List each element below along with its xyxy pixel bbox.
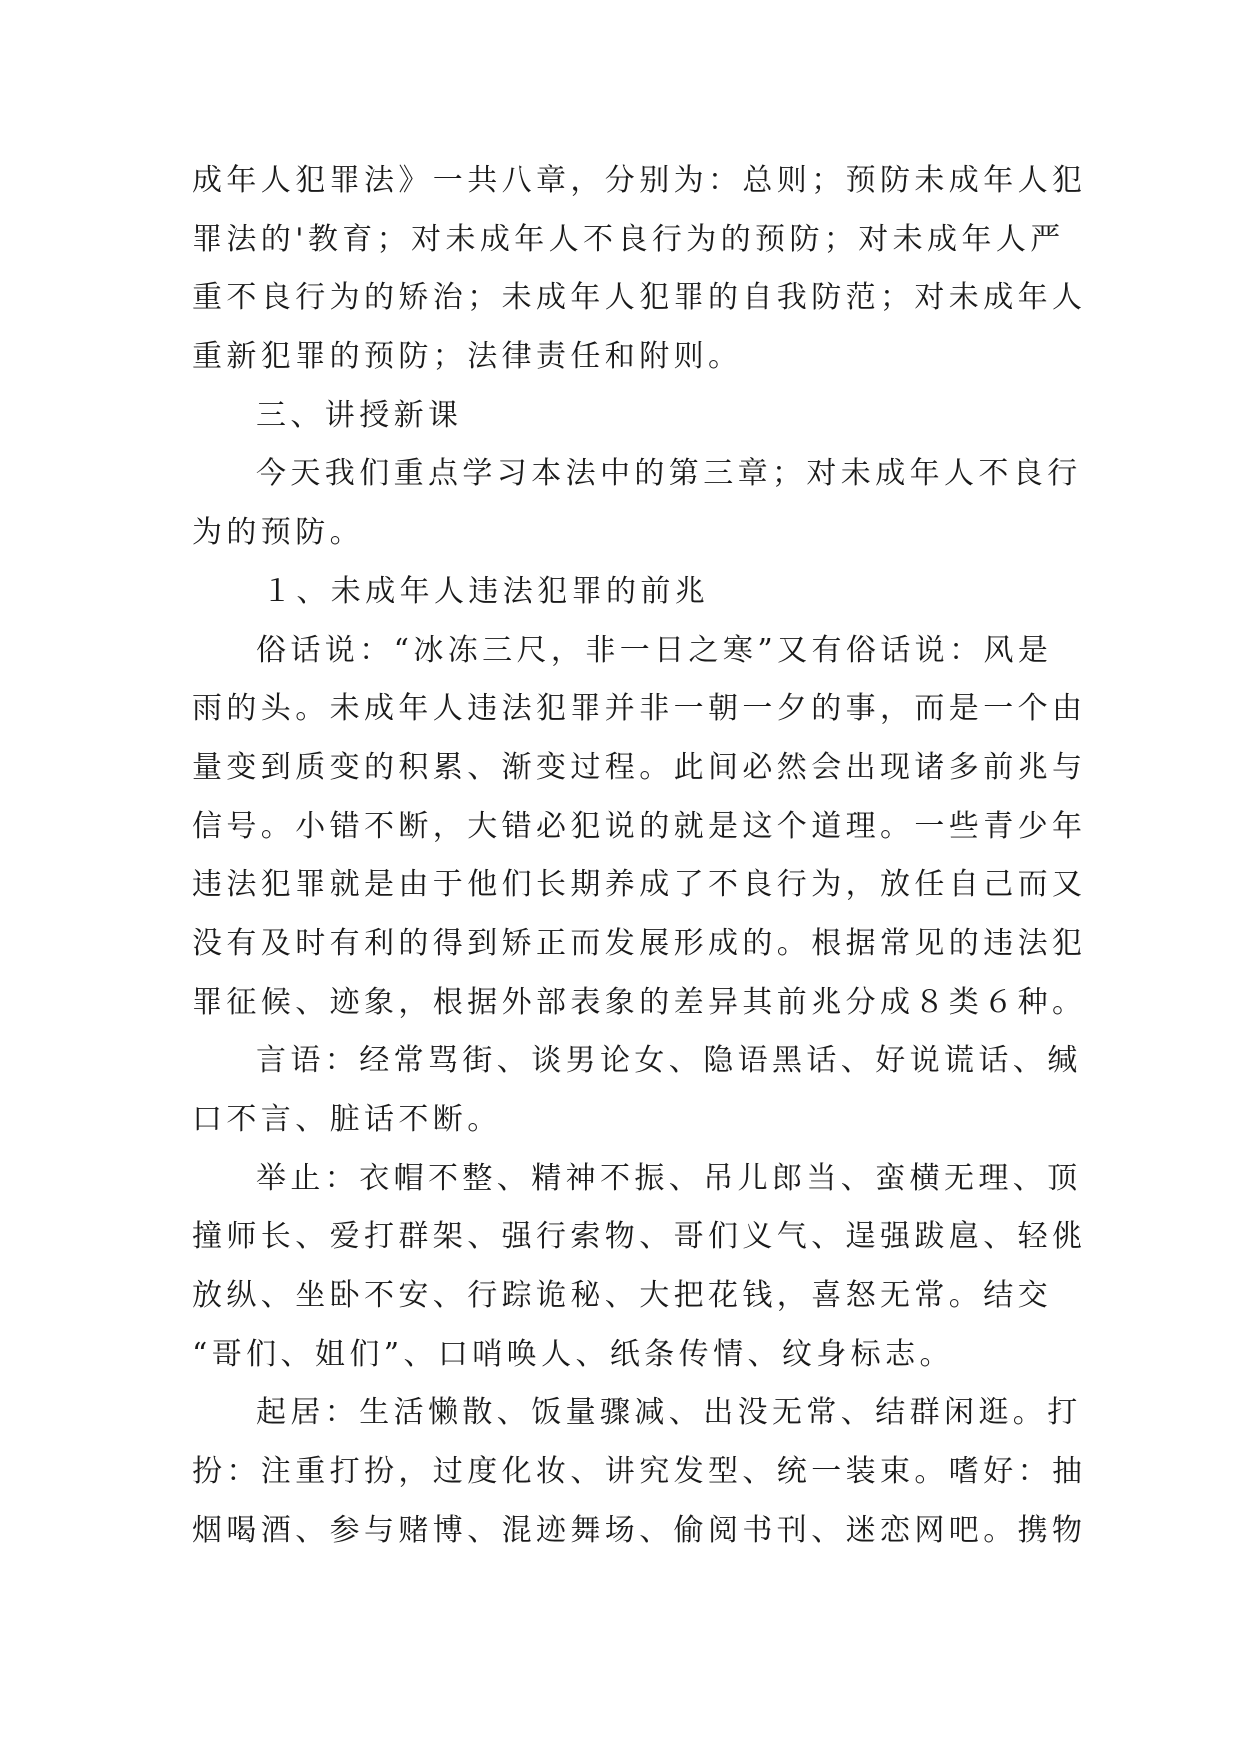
subsection-heading: １、未成年人违法犯罪的前兆: [262, 573, 710, 609]
text-line: 俗话说：“冰冻三尺，非一日之寒”又有俗话说：风是: [256, 632, 1053, 668]
text-line: 烟喝酒、参与赌博、混迹舞场、偷阅书刊、迷恋网吧。携物: [192, 1512, 1087, 1548]
text-line: 违法犯罪就是由于他们长期养成了不良行为，放任自己而又: [192, 867, 1087, 903]
text-line: 口不言、脏话不断。: [192, 1102, 502, 1137]
text-line: 罪征候、迹象，根据外部表象的差异其前兆分成８类６种。: [192, 984, 1087, 1020]
text-line: 重不良行为的矫治；未成年人犯罪的自我防范；对未成年人: [192, 280, 1087, 316]
section-heading: 三、讲授新课: [256, 397, 463, 433]
body-text: [192, 152, 1087, 1561]
text-line: 扮：注重打扮，过度化妆、讲究发型、统一装束。嗜好：抽: [192, 1454, 1087, 1490]
text-line: 罪法的'教育；对未成年人不良行为的预防；对未成年人严: [192, 221, 1065, 257]
text-line: 量变到质变的积累、渐变过程。此间必然会出现诸多前兆与: [192, 749, 1087, 785]
text-line: 没有及时有利的得到矫正而发展形成的。根据常见的违法犯: [192, 925, 1087, 961]
text-line: 重新犯罪的预防；法律责任和附则。: [192, 339, 743, 375]
text-line: 雨的头。未成年人违法犯罪并非一朝一夕的事，而是一个由: [192, 691, 1087, 727]
text-line: 言语：经常骂街、谈男论女、隐语黑话、好说谎话、缄: [256, 1043, 1082, 1079]
text-line: 放纵、坐卧不安、行踪诡秘、大把花钱，喜怒无常。结交: [192, 1278, 1052, 1314]
text-line: 为的预防。: [192, 515, 364, 551]
text-line: 信号。小错不断，大错必犯说的就是这个道理。一些青少年: [192, 808, 1087, 844]
text-line: 今天我们重点学习本法中的第三章；对未成年人不良行: [256, 456, 1082, 492]
text-line: 起居：生活懒散、饭量骤减、出没无常、结群闲逛。打: [256, 1395, 1082, 1431]
text-line: 举止：衣帽不整、精神不振、吊儿郎当、蛮横无理、顶: [256, 1160, 1082, 1196]
text-line: 成年人犯罪法》一共八章，分别为：总则；预防未成年人犯: [192, 163, 1087, 198]
text-line: 撞师长、爱打群架、强行索物、哥们义气、逞强跋扈、轻佻: [192, 1219, 1087, 1255]
text-line: “哥们、姐们”、口哨唤人、纸条传情、纹身标志。: [192, 1336, 954, 1372]
